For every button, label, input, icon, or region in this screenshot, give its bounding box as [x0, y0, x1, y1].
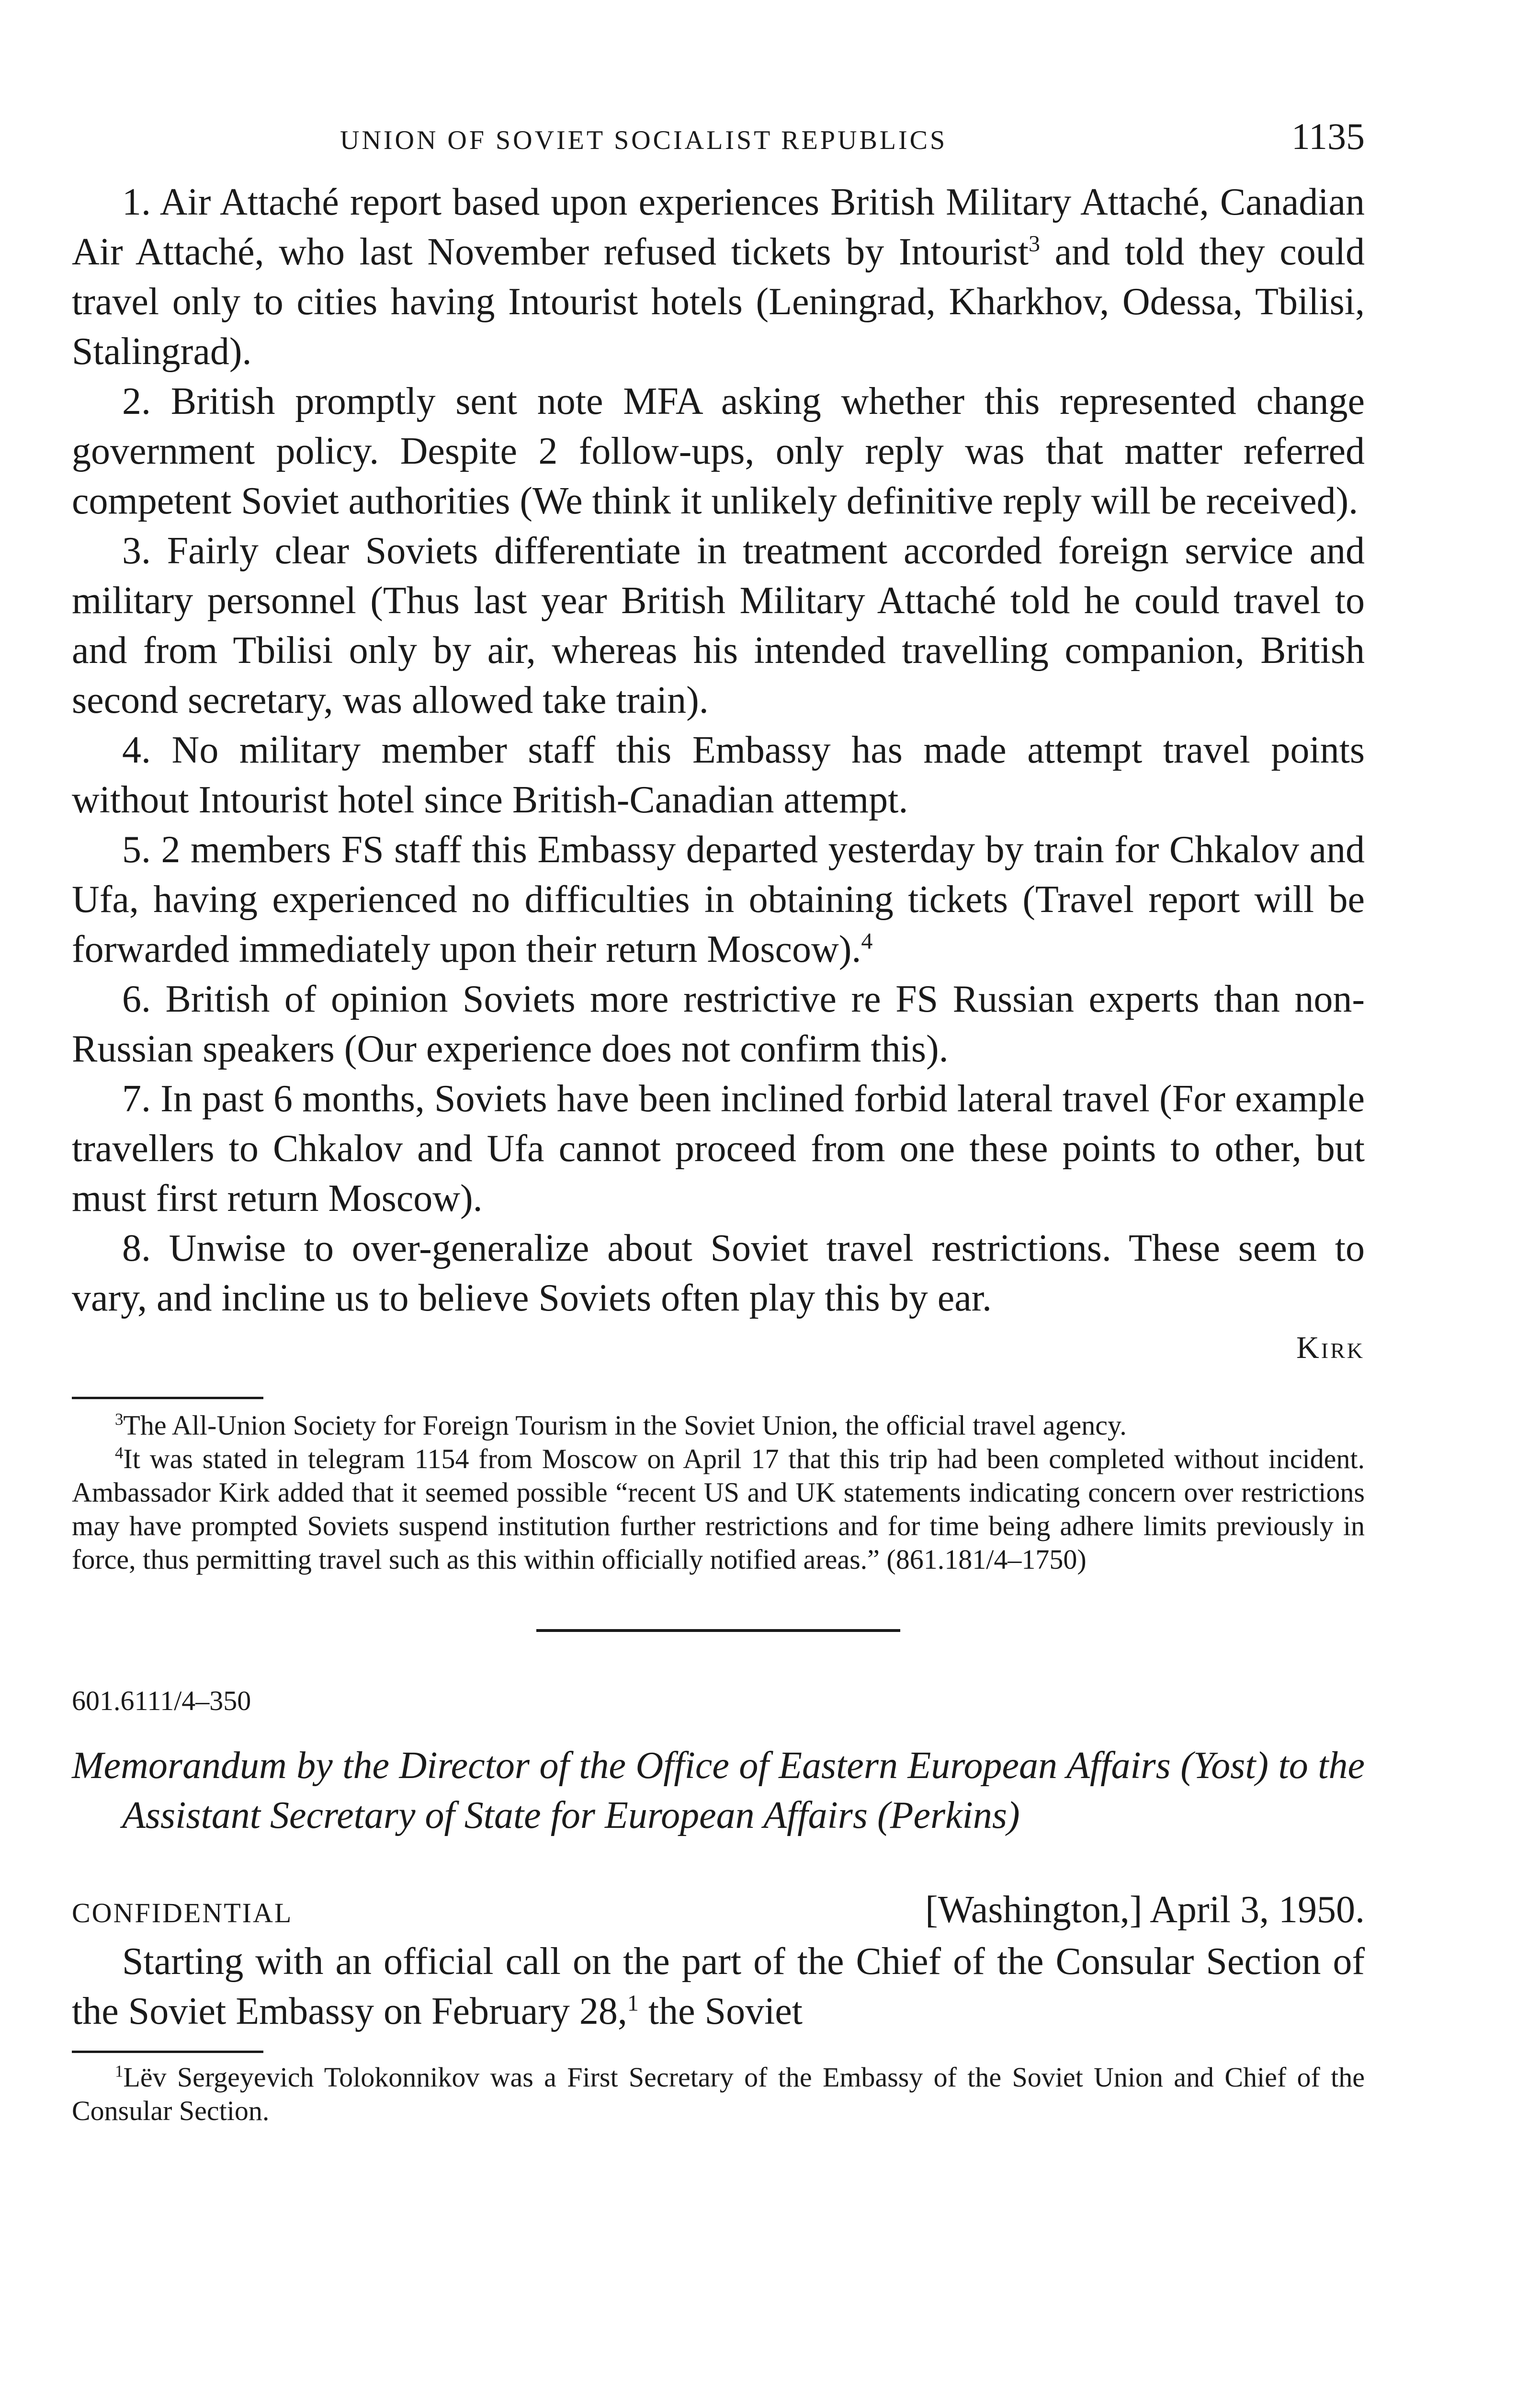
memo-body	[72, 1937, 1365, 2036]
paragraph-8: 8. Unwise to over-generalize about Soviet travel restrictions. These seem to vary, and incline us to believe Soviets often play this by ear.	[72, 1227, 1365, 1319]
footnote-ref-1[interactable]: 1	[627, 1990, 639, 2016]
footnote-3-text: The All-Union Society for Foreign Tourism in the Soviet Union, the official travel agency.	[123, 1410, 1127, 1441]
paragraph-5	[72, 825, 1365, 974]
footnote-1	[72, 2061, 1365, 2128]
classification: CONFIDENTIAL	[72, 1897, 293, 1928]
page-header	[72, 115, 1365, 158]
footnote-1-mark: 1	[115, 2062, 124, 2081]
footnote-ref-4[interactable]: 4	[861, 928, 873, 954]
page-number: 1135	[1291, 115, 1365, 157]
footnote-4	[72, 1442, 1365, 1576]
paragraph-2: 2. British promptly sent note MFA asking whether this represented change government policy. Despite 2 follow-ups, only reply was that matter referred competent Soviet authorities (We think it unlikely definitive reply will be received).	[72, 380, 1365, 522]
section-divider	[536, 1629, 900, 1632]
dateline	[72, 1888, 1365, 1932]
paragraph-1-rest: and told they could travel only to cities having Intourist hotels (Leningrad, Kharkhov, Odessa, Tbilisi, Stalingrad).	[72, 231, 1365, 373]
memo-text-start: Starting with an official call on the part of the Chief of the Consular Section of the Soviet Embassy on February 28,	[72, 1940, 1365, 2032]
memo-text-end: the Soviet	[638, 1990, 803, 2032]
footnote-4-mark: 4	[115, 1443, 124, 1462]
running-head: UNION OF SOVIET SOCIALIST REPUBLICS	[340, 125, 948, 155]
paragraph-4: 4. No military member staff this Embassy has made attempt travel points without Intourist hotel since British-Canadian attempt.	[72, 729, 1365, 821]
footnote-rule	[72, 1397, 263, 1399]
telegram-body	[72, 177, 1365, 1373]
footnote-ref-3[interactable]: 3	[1029, 231, 1040, 257]
signature: Kirk	[1296, 1330, 1365, 1365]
footnote-1-text: Lëv Sergeyevich Tolokonnikov was a First Secretary of the Embassy of the Soviet Union and Chief of the Consular Section.	[72, 2062, 1365, 2126]
footnote-3	[72, 1409, 1365, 1442]
paragraph-5-text: 5. 2 members FS staff this Embassy departed yesterday by train for Chkalov and Ufa, having experienced no difficulties in obtaining tickets (Travel report will be forwarded immediately upon their return Moscow).	[72, 829, 1365, 970]
paragraph-7: 7. In past 6 months, Soviets have been inclined forbid lateral travel (For example travellers to Chkalov and Ufa cannot proceed from one these points to other, but must first return Moscow).	[72, 1078, 1365, 1220]
memo-paragraph	[72, 1937, 1365, 2036]
footnote-4-text: It was stated in telegram 1154 from Moscow on April 17 that this trip had been completed without incident. Ambassador Kirk added that it seemed possible “recent US and UK statements indicating concern over restrictions may have prompted Soviets suspend institution further restrictions and for time being adhere limits previously in force, thus permitting travel such as this within officially notified areas.” (861.181/4–1750)	[72, 1443, 1365, 1575]
paragraph-1	[72, 177, 1365, 376]
memo-footnotes	[72, 2061, 1365, 2128]
footnote-3-mark: 3	[115, 1410, 124, 1429]
paragraph-1-text: 1. Air Attaché report based upon experiences British Military Attaché, Canadian Air Attaché, who last November refused tickets by Intourist	[72, 181, 1365, 273]
memo-title: Memorandum by the Director of the Office of Eastern European Affairs (Yost) to the Assistant Secretary of State for European Affairs (Perkins)	[72, 1745, 1365, 1836]
date: [Washington,] April 3, 1950.	[925, 1889, 1365, 1931]
paragraph-3: 3. Fairly clear Soviets differentiate in treatment accorded foreign service and military personnel (Thus last year British Military Attaché told he could travel to and from Tbilisi only by air, whereas his intended travelling companion, British second secretary, was allowed take train).	[72, 530, 1365, 721]
footnote-rule-2	[72, 2051, 263, 2053]
document-page	[72, 115, 1365, 2128]
paragraph-6: 6. British of opinion Soviets more restrictive re FS Russian experts than non-Russian speakers (Our experience does not confirm this).	[72, 978, 1365, 1070]
footnotes	[72, 1409, 1365, 1576]
file-number: 601.6111/4–350	[72, 1685, 251, 1716]
